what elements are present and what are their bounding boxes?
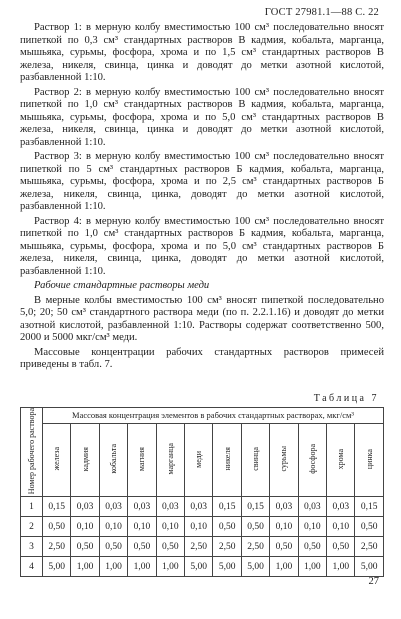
table-cell: 0,03 xyxy=(156,497,184,517)
row-number: 3 xyxy=(21,537,43,557)
element-header-row xyxy=(21,423,384,496)
element-name: хрома xyxy=(336,448,346,470)
table-cell: 2,50 xyxy=(185,537,213,557)
table-body xyxy=(21,497,384,577)
row-number: 2 xyxy=(21,517,43,537)
table-cell: 0,03 xyxy=(185,497,213,517)
table-cell: 0,50 xyxy=(213,517,241,537)
table-cell: 0,03 xyxy=(298,497,326,517)
table-cell: 1,00 xyxy=(327,557,355,577)
table-cell: 0,10 xyxy=(270,517,298,537)
table-cell: 0,50 xyxy=(298,537,326,557)
element-name: марганца xyxy=(165,443,175,475)
table-cell: 0,15 xyxy=(355,497,384,517)
table-cell: 0,50 xyxy=(128,537,156,557)
page-header: ГОСТ 27981.1—88 С. 22 xyxy=(264,7,379,18)
paragraph-copper: В мерные колбы вместимостью 100 см³ вносят пипеткой последовательно 5,0; 20; 50 см³ стандартного раствора меди (по п. 2.2.1.16) и доводят до метки азотной кислотой, разбавленной 1:10. Растворы содержат соответственно 500, 2000 и 5000 мкг/см³ меди. xyxy=(20,294,384,343)
page-number: 27 xyxy=(368,576,379,587)
element-header-9 xyxy=(298,423,326,496)
row-number-header-text: Номер рабочего раствора xyxy=(27,408,36,495)
element-header-1 xyxy=(71,423,99,496)
paragraph-final: Массовые концентрации рабочих стандартных растворов примесей приведены в табл. 7. xyxy=(20,346,384,370)
table-cell: 0,10 xyxy=(99,517,127,537)
table-cell: 0,10 xyxy=(71,517,99,537)
table-row xyxy=(21,497,384,517)
table-cell: 0,03 xyxy=(128,497,156,517)
table-cell: 0,15 xyxy=(43,497,71,517)
body-text xyxy=(20,22,384,372)
table-cell: 0,03 xyxy=(71,497,99,517)
table-cell: 5,00 xyxy=(213,557,241,577)
table-cell: 0,10 xyxy=(128,517,156,537)
table-cell: 0,03 xyxy=(270,497,298,517)
table-cell: 0,10 xyxy=(298,517,326,537)
row-number-header xyxy=(21,408,43,497)
table-cell: 0,50 xyxy=(355,517,384,537)
table-cell: 0,50 xyxy=(241,517,269,537)
table-cell: 1,00 xyxy=(156,557,184,577)
table-cell: 1,00 xyxy=(128,557,156,577)
element-name: цинка xyxy=(364,448,374,470)
table-cell: 0,10 xyxy=(185,517,213,537)
table-cell: 0,50 xyxy=(156,537,184,557)
element-name: магния xyxy=(137,447,147,472)
element-header-0 xyxy=(43,423,71,496)
table-cell: 5,00 xyxy=(185,557,213,577)
element-header-5 xyxy=(185,423,213,496)
table-cell: 0,50 xyxy=(327,537,355,557)
paragraph-solution-2: Раствор 2: в мерную колбу вместимостью 100 см³ последовательно вносят пипеткой по 1,0 см³ стандартных растворов В кадмия, кобальта, марганца, мышьяка, сурьмы, фосфора, хрома и по 5,0 см³ стандартных растворов В железа, никеля, свинца, цинка и доводят до метки азотной кислотой, разбавленной 1:10. xyxy=(20,86,384,148)
row-number: 1 xyxy=(21,497,43,517)
table-row xyxy=(21,557,384,577)
table-cell: 0,50 xyxy=(99,537,127,557)
element-header-6 xyxy=(213,423,241,496)
element-name: никеля xyxy=(222,447,232,471)
table-cell: 0,15 xyxy=(213,497,241,517)
element-name: сурьмы xyxy=(279,446,289,472)
table-cell: 2,50 xyxy=(241,537,269,557)
concentration-table xyxy=(20,407,384,577)
table-cell: 5,00 xyxy=(241,557,269,577)
group-header: Массовая концентрация элементов в рабочих стандартных растворах, мкг/см³ xyxy=(43,408,384,424)
element-name: свинца xyxy=(251,447,261,471)
table-cell: 2,50 xyxy=(355,537,384,557)
table-title: Таблица 7 xyxy=(313,393,379,404)
table-cell: 2,50 xyxy=(43,537,71,557)
table-cell: 0,50 xyxy=(270,537,298,557)
element-name: фосфора xyxy=(307,444,317,474)
table-cell: 0,50 xyxy=(71,537,99,557)
element-header-8 xyxy=(270,423,298,496)
element-header-11 xyxy=(355,423,384,496)
element-name: железа xyxy=(52,447,62,471)
element-name: кобальта xyxy=(109,444,119,474)
table-cell: 5,00 xyxy=(355,557,384,577)
element-header-7 xyxy=(241,423,269,496)
paragraph-solution-4: Раствор 4: в мерную колбу вместимостью 100 см³ последовательно вносят пипеткой по 1,0 см³ стандартных растворов Б кадмия, кобальта, марганца, мышьяка, сурьмы, фосфора, хрома и по 5,0 см³ стандартных растворов Б железа, никеля, свинца, цинка, доводят до метки азотной кислотой, разбавленной 1:10. xyxy=(20,215,384,277)
table-cell: 1,00 xyxy=(270,557,298,577)
element-header-10 xyxy=(327,423,355,496)
element-header-4 xyxy=(156,423,184,496)
paragraph-solution-3: Раствор 3: в мерную колбу вместимостью 100 см³ последовательно вносят пипеткой по 5 см³ стандартных растворов Б кадмия, кобальта, марганца, мышьяка, сурьмы, фосфора, хрома и по 2,5 см³ стандартных растворов Б железа, никеля, свинца, цинка, доводят до метки азотной кислотой, разбавленной 1:10. xyxy=(20,151,384,212)
element-header-2 xyxy=(99,423,127,496)
table-cell: 0,03 xyxy=(99,497,127,517)
section-heading: Рабочие стандартные растворы меди xyxy=(34,280,210,291)
element-header-3 xyxy=(128,423,156,496)
element-name: кадмия xyxy=(80,446,90,472)
table-row xyxy=(21,537,384,557)
table-cell: 1,00 xyxy=(99,557,127,577)
table-cell: 1,00 xyxy=(71,557,99,577)
table-cell: 5,00 xyxy=(43,557,71,577)
table-cell: 0,10 xyxy=(156,517,184,537)
element-name: меди xyxy=(194,450,204,468)
table-row xyxy=(21,517,384,537)
table-cell: 1,00 xyxy=(298,557,326,577)
row-number: 4 xyxy=(21,557,43,577)
table-cell: 2,50 xyxy=(213,537,241,557)
table-cell: 0,15 xyxy=(241,497,269,517)
table-cell: 0,10 xyxy=(327,517,355,537)
table-cell: 0,50 xyxy=(43,517,71,537)
table-cell: 0,03 xyxy=(327,497,355,517)
paragraph-solution-1: Раствор 1: в мерную колбу вместимостью 100 см³ последовательно вносят пипеткой по 0,3 см³ стандартных растворов В кадмия, кобальта, марганца, мышьяка, сурьмы, фосфора, хрома и по 1,5 см³ стандартных растворов В железа, никеля, свинца, цинка и доводят до метки азотной кислотой, разбавленной 1:10. xyxy=(20,22,384,83)
